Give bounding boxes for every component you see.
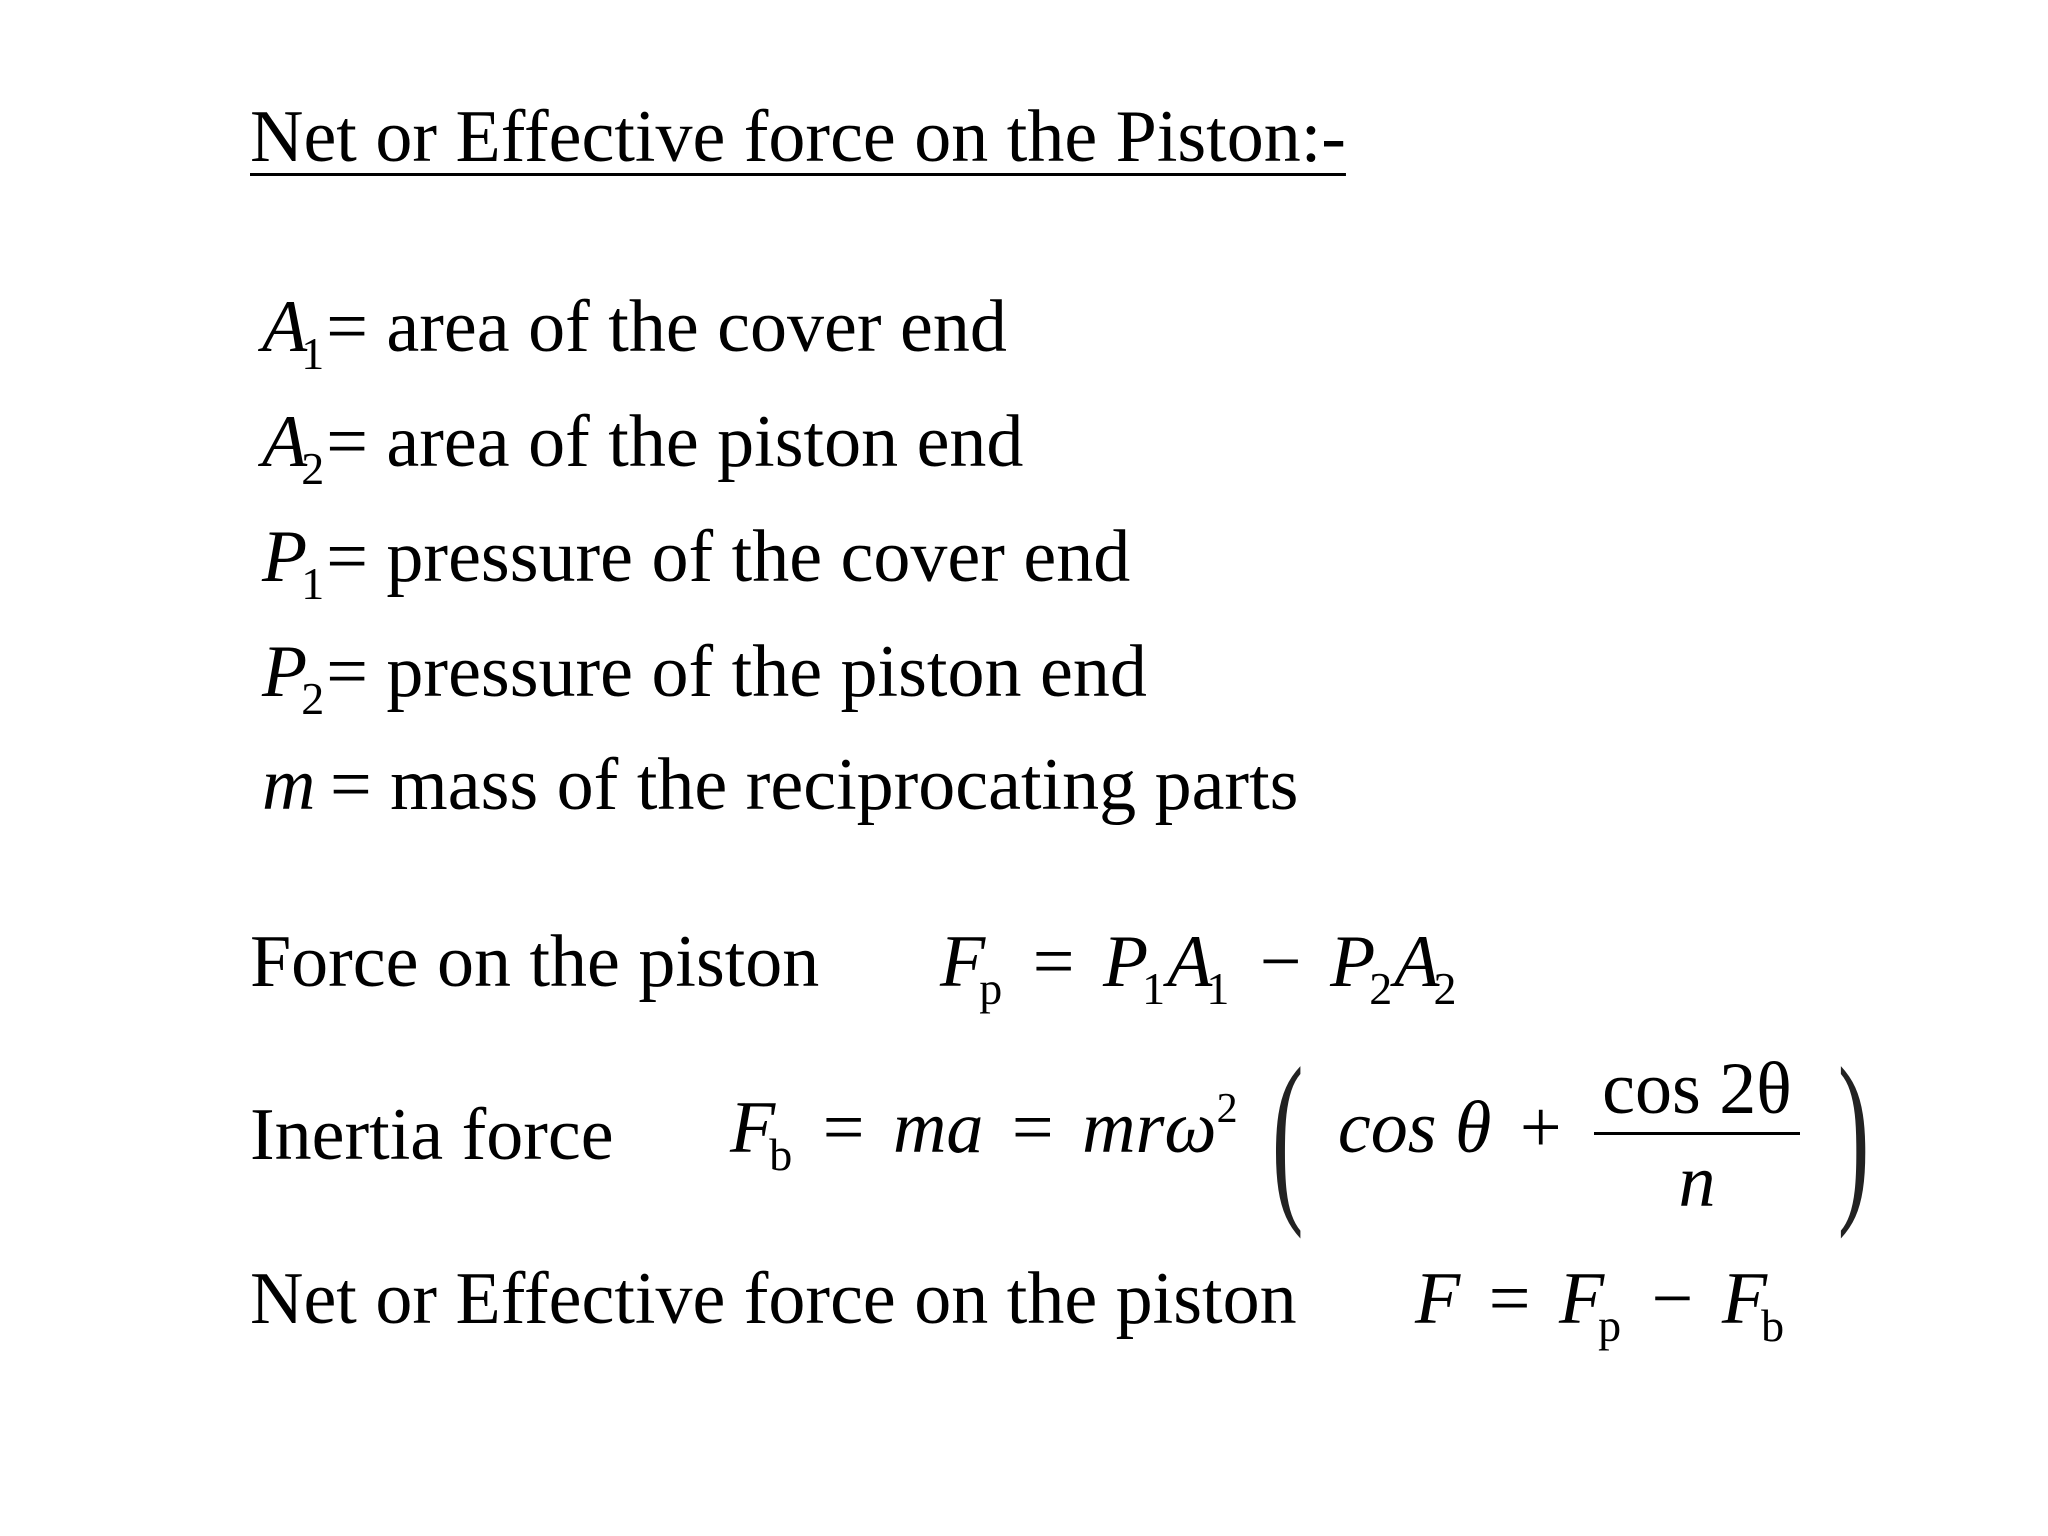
mrw-term: mrω [1082, 1086, 1217, 1169]
term-symbol: A [1394, 921, 1440, 1003]
term-subscript: 2 [1369, 963, 1393, 1014]
lhs-symbol: F [1415, 1258, 1461, 1340]
term-subscript: 2 [1433, 963, 1457, 1014]
equals-sign: = [1488, 1258, 1531, 1340]
definition-text: = area of the piston end [326, 401, 1024, 483]
definition-m [262, 744, 1299, 826]
lhs-subscript: p [979, 963, 1003, 1014]
superscript: 2 [1216, 1085, 1238, 1132]
subscript: 1 [301, 558, 325, 609]
definition-text: = mass of the reciprocating parts [329, 744, 1299, 826]
fraction [1594, 1047, 1800, 1223]
net-force-label: Net or Effective force on the piston [250, 1258, 1297, 1340]
definition-text: = pressure of the piston end [326, 631, 1147, 713]
lhs-subscript: b [769, 1128, 793, 1180]
lhs-symbol: F [940, 921, 986, 1003]
definition-text: = pressure of the cover end [326, 516, 1131, 598]
lhs-symbol: F [730, 1086, 776, 1169]
definition-a1 [262, 286, 1007, 379]
page-title: Net or Effective force on the Piston:- [250, 96, 1346, 178]
net-force-formula [1415, 1258, 1786, 1351]
subscript: 2 [301, 443, 325, 494]
piston-force-formula [940, 921, 1458, 1014]
symbol: A [262, 286, 308, 368]
symbol: P [262, 631, 308, 713]
symbol: A [262, 401, 308, 483]
ma-term: ma [892, 1086, 984, 1169]
fraction-denominator: n [1678, 1140, 1716, 1223]
cos-theta-term: cos θ [1337, 1086, 1492, 1169]
inertia-force-formula [730, 1030, 1886, 1240]
equals-sign: = [1032, 921, 1075, 1003]
term-symbol: F [1721, 1258, 1768, 1340]
right-paren: ) [1838, 1030, 1870, 1240]
definition-a2 [262, 401, 1024, 494]
term-subscript: 1 [1142, 963, 1166, 1014]
minus-sign: − [1259, 921, 1302, 1003]
term-subscript: b [1761, 1300, 1785, 1351]
minus-sign: − [1651, 1258, 1694, 1340]
term-subscript: 1 [1206, 963, 1230, 1014]
subscript: 1 [301, 328, 325, 379]
left-paren: ( [1271, 1030, 1304, 1240]
term-subscript: p [1598, 1300, 1622, 1351]
inertia-force-label: Inertia force [250, 1094, 614, 1176]
symbol: P [262, 516, 308, 598]
term-symbol: F [1558, 1258, 1605, 1340]
fraction-numerator: cos 2θ [1594, 1052, 1800, 1135]
definition-p2 [262, 631, 1147, 724]
subscript: 2 [301, 673, 325, 724]
term-symbol: A [1167, 921, 1213, 1003]
equals-sign: = [1011, 1086, 1054, 1169]
symbol: m [262, 744, 316, 826]
term-symbol: P [1330, 921, 1376, 1003]
equals-sign: = [822, 1086, 865, 1169]
definition-text: = area of the cover end [326, 286, 1007, 368]
piston-force-label: Force on the piston [250, 921, 820, 1003]
term-symbol: P [1102, 921, 1149, 1003]
definition-p1 [262, 516, 1131, 609]
plus-sign: + [1519, 1086, 1562, 1169]
